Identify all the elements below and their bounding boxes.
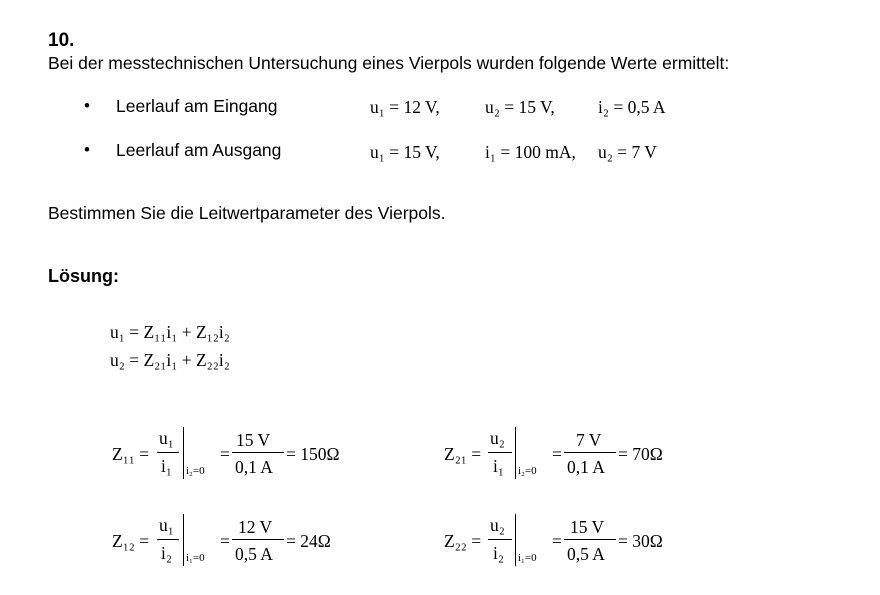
measurement-value: u₂ = 7 V	[598, 142, 657, 162]
result-lhs: Z₂₂ =	[444, 531, 482, 551]
fraction-denominator: i₁	[493, 456, 504, 476]
evaluation-condition: i₂=0	[186, 465, 205, 477]
evaluation-bar	[515, 427, 516, 479]
measurement-value: i₂ = 0,5 A	[598, 97, 666, 117]
value-numerator: 12 V	[238, 517, 273, 537]
exercise-question: Bestimmen Sie die Leitwertparameter des Vierpols.	[48, 203, 446, 223]
fraction-numerator: u₁	[159, 428, 174, 448]
measurement-value: u₁ = 12 V,	[370, 97, 440, 117]
fraction-denominator: i₁	[161, 456, 172, 476]
result-z21	[444, 425, 694, 485]
fraction-denominator: i₂	[161, 543, 172, 563]
exercise-number: 10.	[48, 30, 75, 51]
bullet-marker: •	[84, 140, 90, 159]
value-denominator: 0,1 A	[235, 457, 273, 477]
result-lhs: Z₁₁ =	[112, 444, 150, 464]
measurement-value: u₂ = 15 V,	[485, 97, 555, 117]
result-z11	[112, 425, 362, 485]
equals-sign: =	[220, 531, 230, 551]
fraction-line	[232, 539, 284, 540]
evaluation-condition: i₁=0	[186, 552, 205, 564]
measurement-label-output-open: Leerlauf am Ausgang	[116, 140, 282, 160]
measurement-value: u₁ = 15 V,	[370, 142, 440, 162]
equals-sign: =	[220, 444, 230, 464]
evaluation-bar	[183, 427, 184, 479]
fraction-line	[564, 539, 616, 540]
fraction-denominator: i₂	[493, 543, 504, 563]
result-lhs: Z₂₁ =	[444, 444, 482, 464]
result-z12	[112, 512, 362, 572]
fraction-numerator: u₂	[490, 428, 505, 448]
equals-sign: =	[552, 444, 562, 464]
evaluation-bar	[183, 514, 184, 566]
fraction-line	[157, 452, 179, 453]
evaluation-condition: i₂=0	[518, 465, 537, 477]
exercise-intro: Bei der messtechnischen Untersuchung eines Vierpols wurden folgende Werte ermittelt:	[48, 53, 730, 73]
result-value: = 24Ω	[286, 531, 331, 551]
fraction-line	[488, 539, 512, 540]
equals-sign: =	[552, 531, 562, 551]
result-value: = 70Ω	[618, 444, 663, 464]
fraction-line	[488, 452, 512, 453]
equation-system-line-2: u₂ = Z₂₁i₁ + Z₂₂i₂	[110, 350, 230, 370]
fraction-numerator: u₁	[159, 515, 174, 535]
value-numerator: 7 V	[576, 430, 602, 450]
solution-heading: Lösung:	[48, 266, 119, 286]
result-z22	[444, 512, 694, 572]
measurement-value: i₁ = 100 mA,	[485, 142, 576, 162]
equation-system-line-1: u₁ = Z₁₁i₁ + Z₁₂i₂	[110, 322, 230, 342]
value-denominator: 0,5 A	[235, 544, 273, 564]
evaluation-condition: i₁=0	[518, 552, 537, 564]
evaluation-bar	[515, 514, 516, 566]
result-lhs: Z₁₂ =	[112, 531, 150, 551]
value-numerator: 15 V	[570, 517, 605, 537]
value-numerator: 15 V	[236, 430, 271, 450]
fraction-numerator: u₂	[490, 515, 505, 535]
result-value: = 30Ω	[618, 531, 663, 551]
value-denominator: 0,1 A	[567, 457, 605, 477]
result-value: = 150Ω	[286, 444, 340, 464]
value-denominator: 0,5 A	[567, 544, 605, 564]
fraction-line	[564, 452, 616, 453]
measurement-label-input-open: Leerlauf am Eingang	[116, 96, 278, 116]
fraction-line	[232, 452, 284, 453]
bullet-marker: •	[84, 96, 90, 115]
fraction-line	[157, 539, 179, 540]
